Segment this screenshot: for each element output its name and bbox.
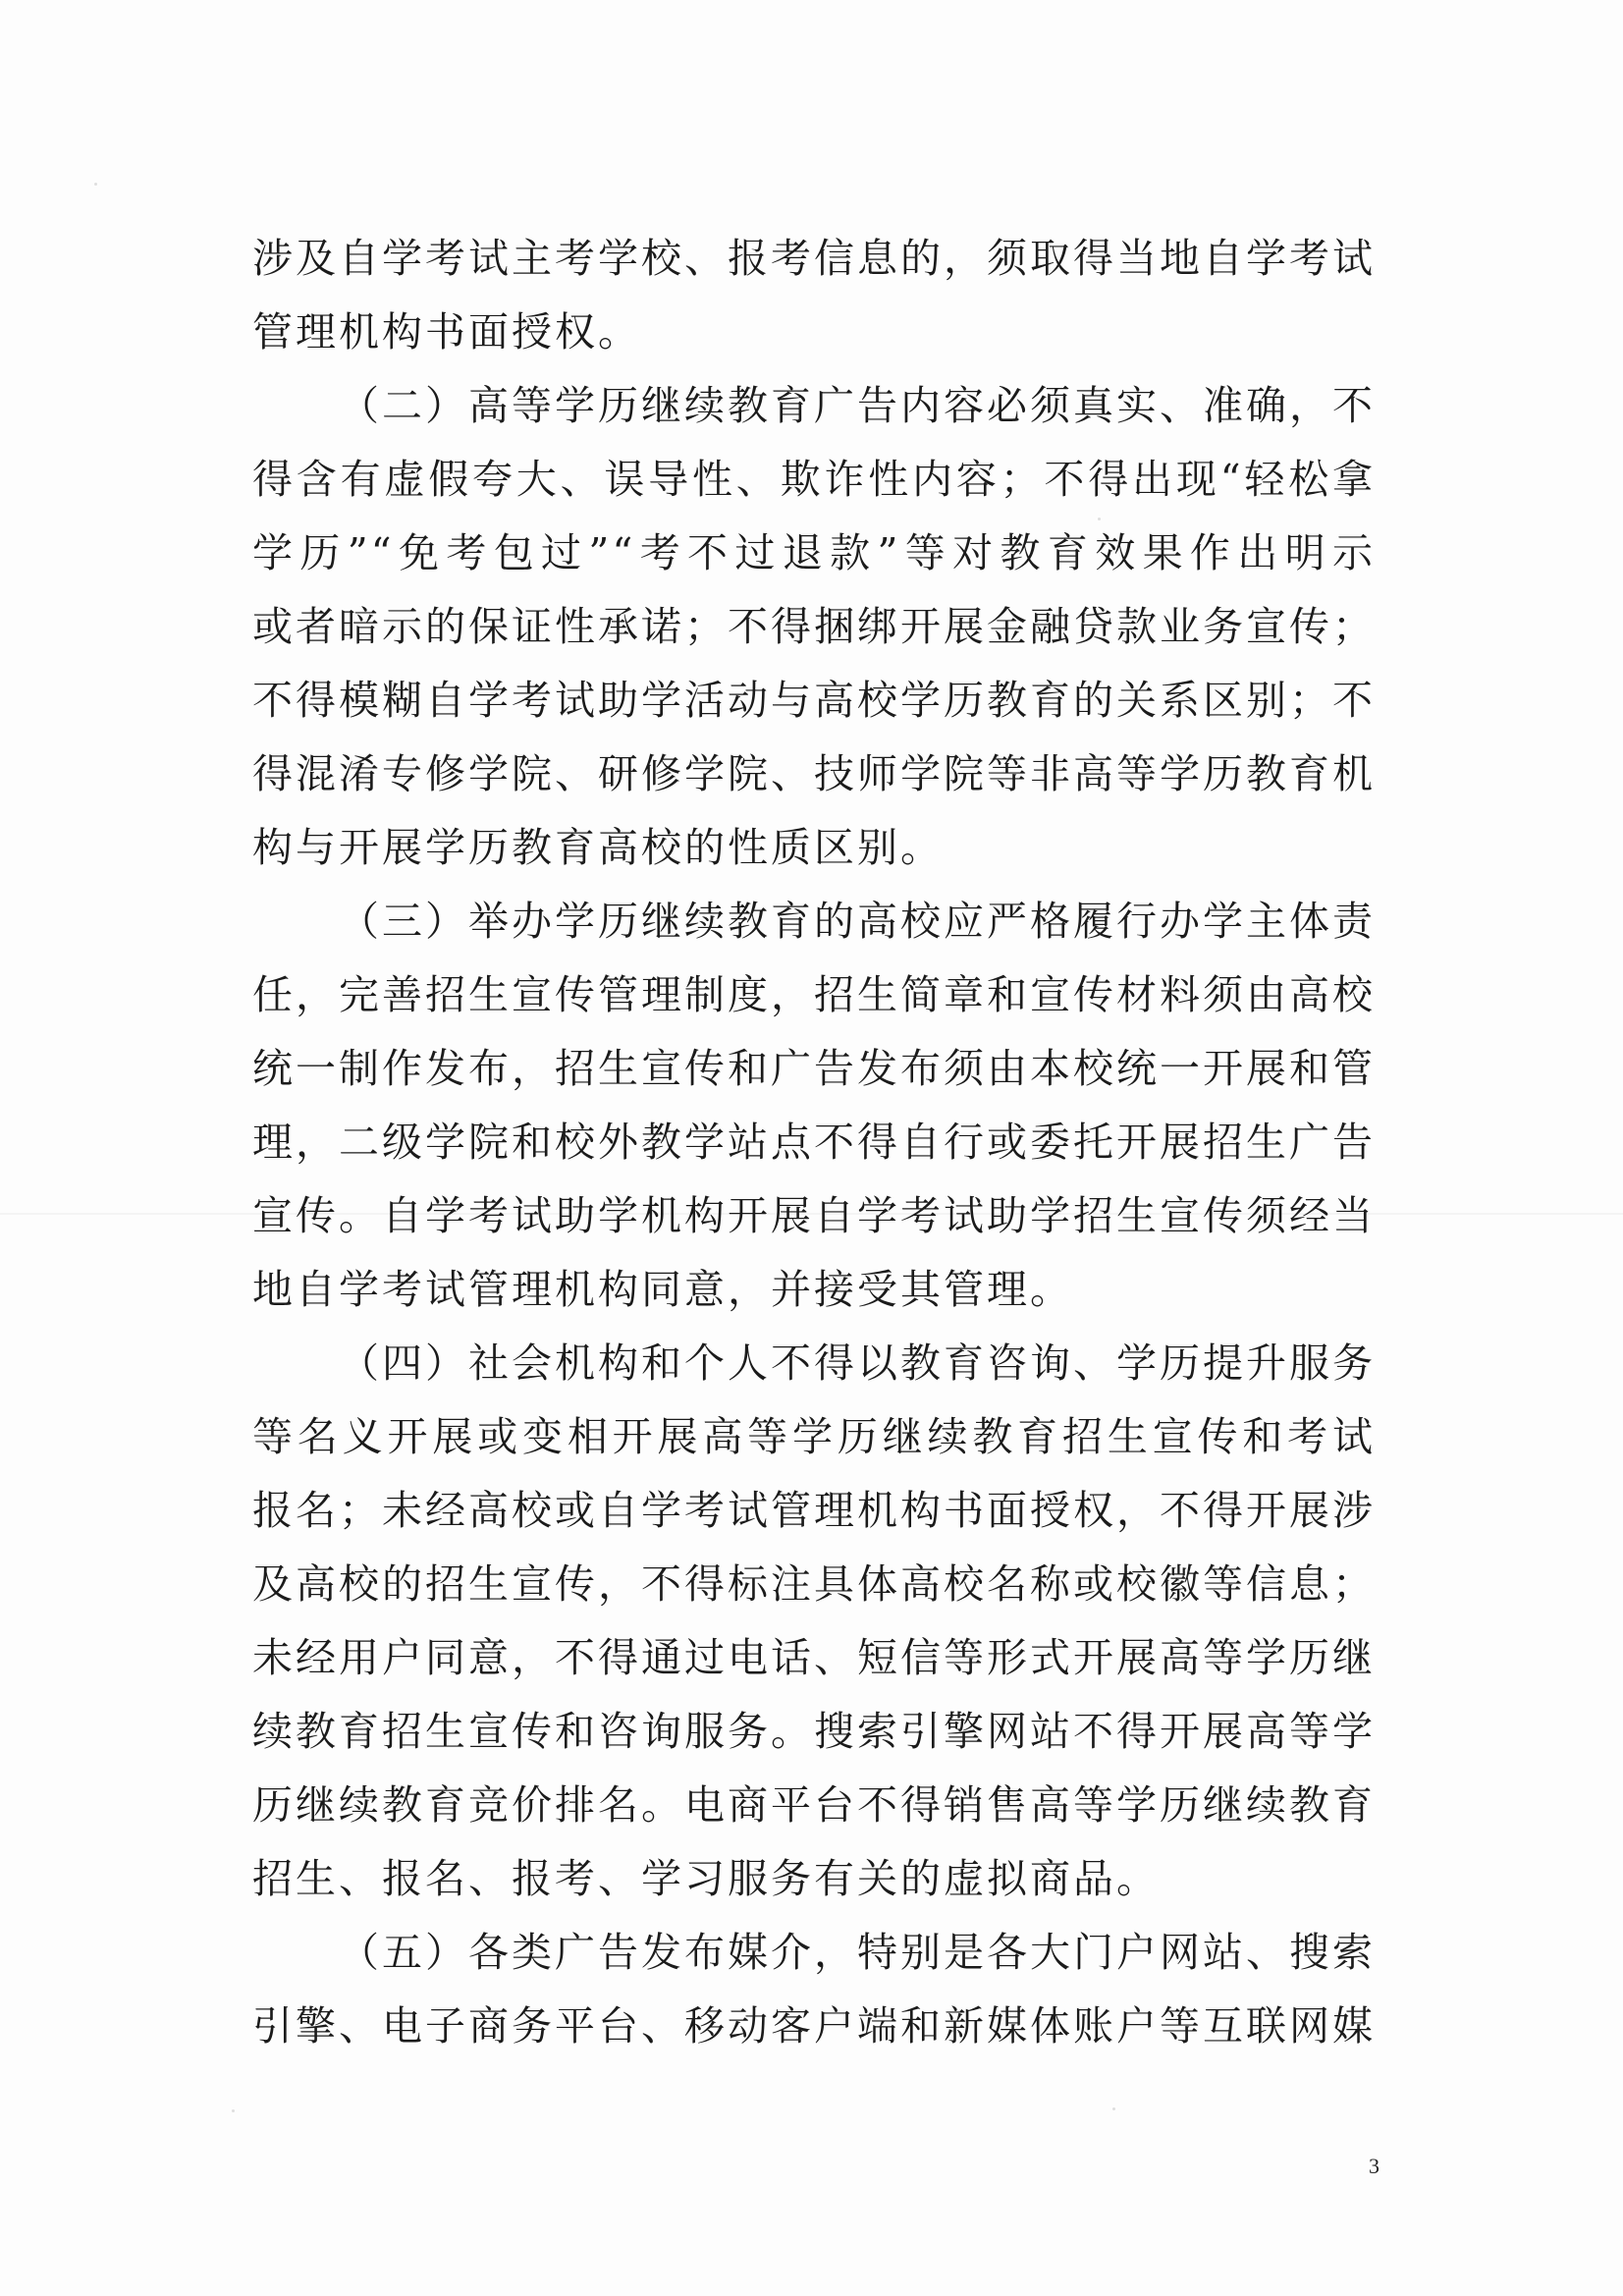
- text-line: （二）高等学历继续教育广告内容必须真实、准确，不: [339, 382, 1376, 429]
- text-line: 历继续教育竞价排名。电商平台不得销售高等学历继续教育: [252, 1781, 1376, 1829]
- paragraph-2: [252, 369, 1376, 885]
- text-line: 未经用户同意，不得通过电话、短信等形式开展高等学历继: [252, 1634, 1376, 1681]
- text-line: 等名义开展或变相开展高等学历继续教育招生宣传和考试: [252, 1413, 1376, 1460]
- text-line: 构与开展学历教育高校的性质区别。: [252, 824, 944, 871]
- text-line: 续教育招生宣传和咨询服务。搜索引擎网站不得开展高等学: [252, 1708, 1376, 1755]
- text-line: 报名；未经高校或自学考试管理机构书面授权，不得开展涉: [252, 1487, 1376, 1534]
- text-line: 及高校的招生宣传，不得标注具体高校名称或校徽等信息；: [252, 1560, 1376, 1608]
- text-line: （四）社会机构和个人不得以教育咨询、学历提升服务: [339, 1339, 1376, 1387]
- text-line: 宣传。自学考试助学机构开展自学考试助学招生宣传须经当: [252, 1192, 1376, 1239]
- text-line: 招生、报名、报考、学习服务有关的虚拟商品。: [252, 1855, 1160, 1902]
- text-line: （三）举办学历继续教育的高校应严格履行办学主体责: [339, 898, 1376, 945]
- page-number: 3: [1369, 2154, 1380, 2178]
- scan-speck: [232, 2109, 235, 2112]
- text-body: [252, 222, 1376, 2063]
- text-line: 得含有虚假夸大、误导性、欺诈性内容；不得出现“轻松拿: [252, 456, 1376, 503]
- text-line: 统一制作发布，招生宣传和广告发布须由本校统一开展和管: [252, 1045, 1376, 1092]
- text-line: （五）各类广告发布媒介，特别是各大门户网站、搜索: [339, 1929, 1376, 1976]
- text-line: 或者暗示的保证性承诺；不得捆绑开展金融贷款业务宣传；: [252, 603, 1376, 650]
- text-line: 管理机构书面授权。: [252, 308, 641, 355]
- text-line: 不得模糊自学考试助学活动与高校学历教育的关系区别；不: [252, 677, 1376, 724]
- text-line: 理，二级学院和校外教学站点不得自行或委托开展招生广告: [252, 1119, 1376, 1166]
- paragraph-4: [252, 1327, 1376, 1916]
- scan-speck: [94, 183, 97, 186]
- text-line: 引擎、电子商务平台、移动客户端和新媒体账户等互联网媒: [252, 2002, 1376, 2050]
- text-line: 任，完善招生宣传管理制度，招生简章和宣传材料须由高校: [252, 971, 1376, 1018]
- text-line: 地自学考试管理机构同意，并接受其管理。: [252, 1266, 1073, 1313]
- text-line: 涉及自学考试主考学校、报考信息的，须取得当地自学考试: [252, 235, 1376, 282]
- paragraph-5: [252, 1916, 1376, 2063]
- text-line: 学历”“免考包过”“考不过退款”等对教育效果作出明示: [252, 529, 1376, 576]
- scan-speck: [1112, 2107, 1115, 2110]
- text-line: 得混淆专修学院、研修学院、技师学院等非高等学历教育机: [252, 750, 1376, 797]
- paragraph-continued: [252, 222, 1376, 369]
- paragraph-3: [252, 885, 1376, 1327]
